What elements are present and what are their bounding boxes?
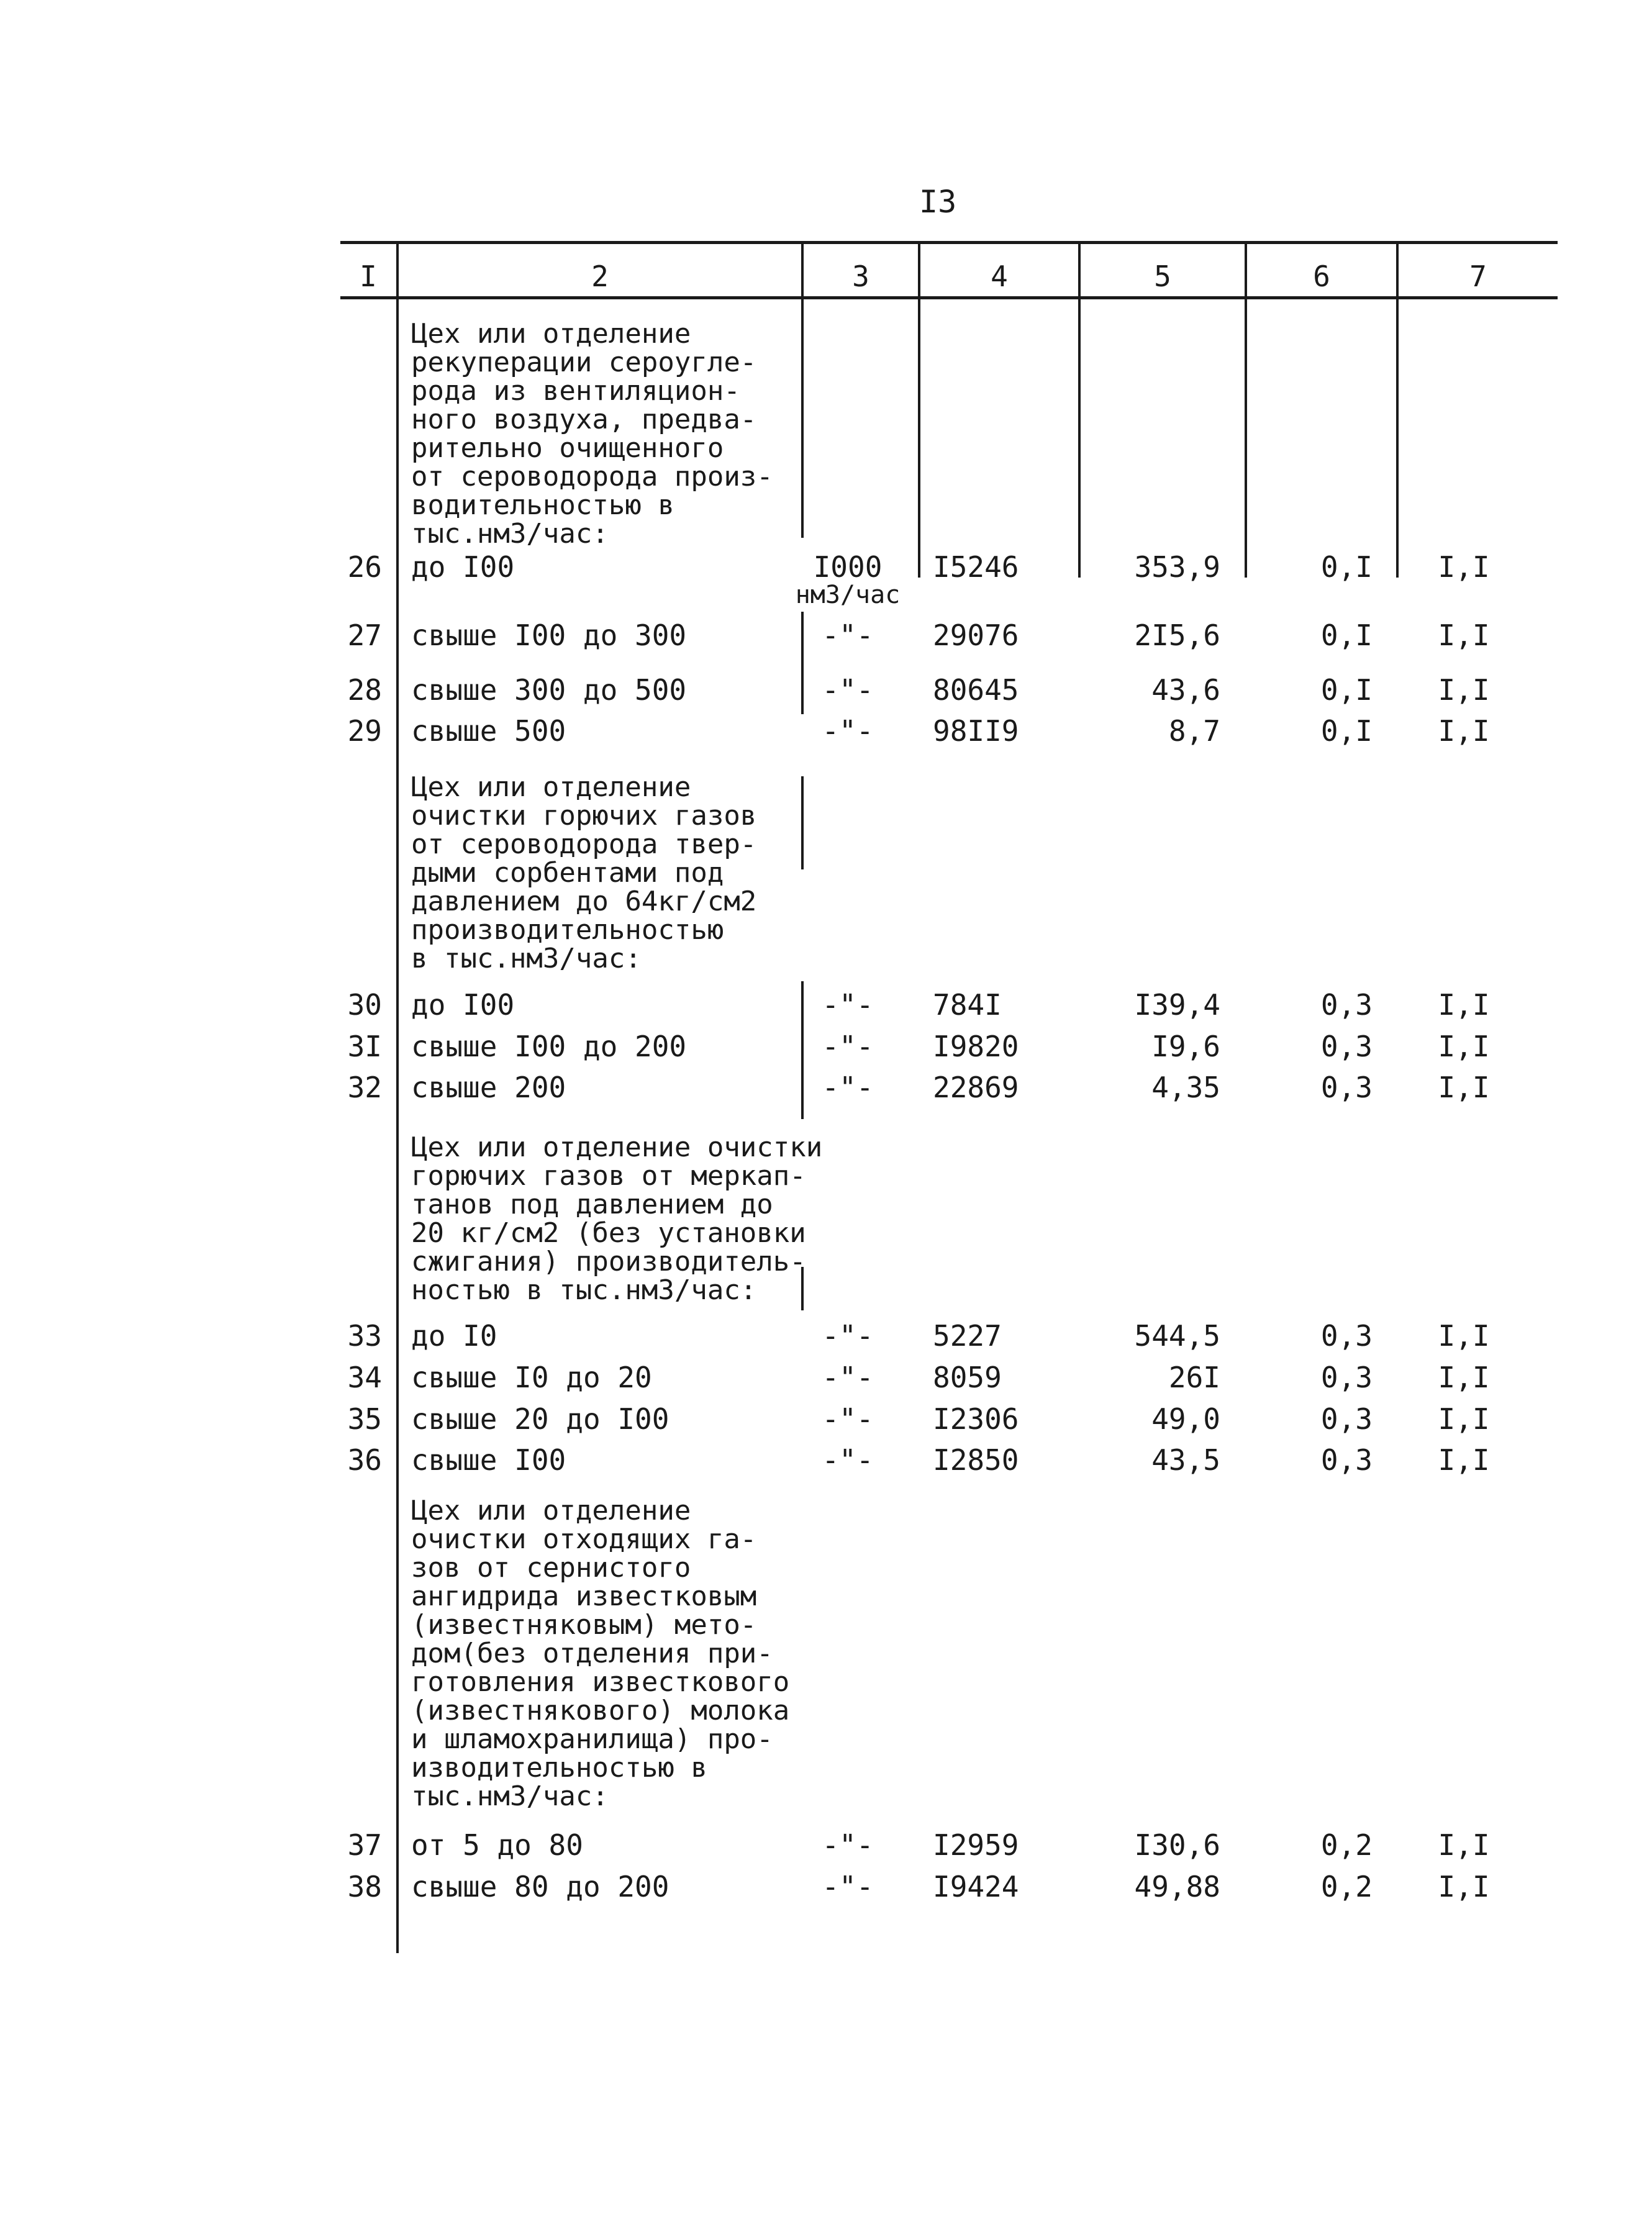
row-col-6: 0,I [1320,550,1373,584]
row-col-5: 8,7 [1168,714,1220,748]
row-col-5: 43,6 [1151,673,1220,707]
row-col-4: 22869 [933,1071,1019,1104]
header-col-7: 7 [1469,260,1487,293]
row-number: 28 [347,673,382,707]
row-range: свыше I0 до 20 [411,1361,652,1394]
row-unit: -"- [822,1828,874,1862]
row-unit: -"- [822,619,874,652]
row-range: свыше 20 до I00 [411,1402,669,1436]
row-col-7: I,I [1438,1030,1490,1063]
header-bottom-rule [340,296,1558,299]
row-col-7: I,I [1438,673,1490,707]
row-col-5: 43,5 [1151,1443,1220,1477]
row-unit: -"- [822,988,874,1022]
row-number: 36 [347,1443,382,1477]
row-number: 32 [347,1071,382,1104]
row-unit: -"- [822,673,874,707]
header-col-2: 2 [591,260,609,293]
row-col-5: 2I5,6 [1134,619,1220,652]
header-col-5: 5 [1154,260,1171,293]
row-number: 3I [347,1030,382,1063]
row-col-6: 0,I [1320,673,1373,707]
row-number: 35 [347,1402,382,1436]
row-col-6: 0,I [1320,714,1373,748]
row-col-5: I39,4 [1134,988,1220,1022]
row-unit: -"- [822,714,874,748]
header-col-3: 3 [852,260,869,293]
row-range: свыше I00 до 300 [411,619,687,652]
row-col-4: 98II9 [933,714,1019,748]
section-description-2: Цех или отделение очистки горючих газов от сероводорода твер- дыми сорбентами под давлением до 64кг/см2 производительностью в тыс.нмЗ/час: [411,771,757,974]
row-col-5: 26I [1168,1361,1220,1394]
row-col-7: I,I [1438,1870,1490,1903]
row-col-7: I,I [1438,1443,1490,1477]
row-col-7: I,I [1438,1828,1490,1862]
row-col-4: 784I [933,988,1002,1022]
section-description-1: Цех или отделение рекуперации сероугле- рода из вентиляцион- ного воздуха, предва- рительно очищенного от сероводорода произ- водительностью в тыс.нмЗ/час: [411,318,773,550]
row-col-5: 544,5 [1134,1319,1220,1353]
row-col-7: I,I [1438,550,1490,584]
header-col-4: 4 [991,260,1008,293]
row-col-6: 0,3 [1320,1071,1373,1104]
row-col-7: I,I [1438,988,1490,1022]
row-col-4: I2959 [933,1828,1019,1862]
row-col-4: I5246 [933,550,1019,584]
row-col-4: I9424 [933,1870,1019,1903]
header-col-1: I [360,260,377,293]
row-col-5: I9,6 [1151,1030,1220,1063]
row-range: свыше 200 [411,1071,566,1104]
table-top-rule [340,241,1558,244]
section-description-4: Цех или отделение очистки отходящих га- зов от сернистого ангидрида известковым (известняковым) мето- дом(без отделения при- готовления известкового (известнякового) молока и шламохранилища) про- изводительностью в тыс.нмЗ/час: [411,1495,790,1812]
row-range: до I00 [411,988,515,1022]
row-col-6: 0,3 [1320,1361,1373,1394]
row-col-4: 29076 [933,619,1019,652]
row-range: до I00 [411,550,515,584]
row-col-7: I,I [1438,1319,1490,1353]
row-number: 34 [347,1361,382,1394]
row-col-6: 0,I [1320,619,1373,652]
row-number: 38 [347,1870,382,1903]
row-col-5: 353,9 [1134,550,1220,584]
row-col-5: I30,6 [1134,1828,1220,1862]
row-col-6: 0,3 [1320,988,1373,1022]
row-col-4: I9820 [933,1030,1019,1063]
row-col-6: 0,2 [1320,1870,1373,1903]
row-unit: -"- [822,1870,874,1903]
row-col-5: 49,88 [1134,1870,1220,1903]
row-col-4: I2306 [933,1402,1019,1436]
row-col-6: 0,3 [1320,1402,1373,1436]
row-col-4: 80645 [933,673,1019,707]
row-range: до I0 [411,1319,497,1353]
row-col-7: I,I [1438,714,1490,748]
row-unit: -"- [822,1402,874,1436]
row-range: от 5 до 80 [411,1828,583,1862]
row-range: свыше 300 до 500 [411,673,687,707]
row-col-4: I2850 [933,1443,1019,1477]
row-number: 27 [347,619,382,652]
row-col-5: 4,35 [1151,1071,1220,1104]
row-col-7: I,I [1438,1361,1490,1394]
row-number: 29 [347,714,382,748]
row-col-7: I,I [1438,1402,1490,1436]
row-unit: -"- [822,1071,874,1104]
row-range: свыше 80 до 200 [411,1870,669,1903]
row-col-6: 0,3 [1320,1030,1373,1063]
row-col-6: 0,3 [1320,1319,1373,1353]
row-number: 33 [347,1319,382,1353]
row-unit: -"- [822,1030,874,1063]
row-col-4: 8059 [933,1361,1002,1394]
row-range: свыше I00 до 200 [411,1030,687,1063]
page-number: I3 [919,184,957,220]
row-col-7: I,I [1438,619,1490,652]
row-unit: -"- [822,1443,874,1477]
column-divider-1 [396,242,399,1953]
row-range: свыше I00 [411,1443,566,1477]
row-col-5: 49,0 [1151,1402,1220,1436]
header-col-6: 6 [1313,260,1330,293]
row-range: свыше 500 [411,714,566,748]
section-description-3: Цех или отделение очистки горючих газов от меркап- танов под давлением до 20 кг/см2 (без установки сжигания) производитель- ностью в тыс.нмЗ/час: [411,1132,823,1306]
row-unit-suffix: нмЗ/час [795,581,901,609]
row-col-6: 0,2 [1320,1828,1373,1862]
row-unit: -"- [822,1361,874,1394]
row-col-4: 5227 [933,1319,1002,1353]
row-unit: I000 [813,550,883,584]
row-number: 26 [347,550,382,584]
row-col-7: I,I [1438,1071,1490,1104]
row-unit: -"- [822,1319,874,1353]
row-col-6: 0,3 [1320,1443,1373,1477]
row-number: 30 [347,988,382,1022]
row-number: 37 [347,1828,382,1862]
